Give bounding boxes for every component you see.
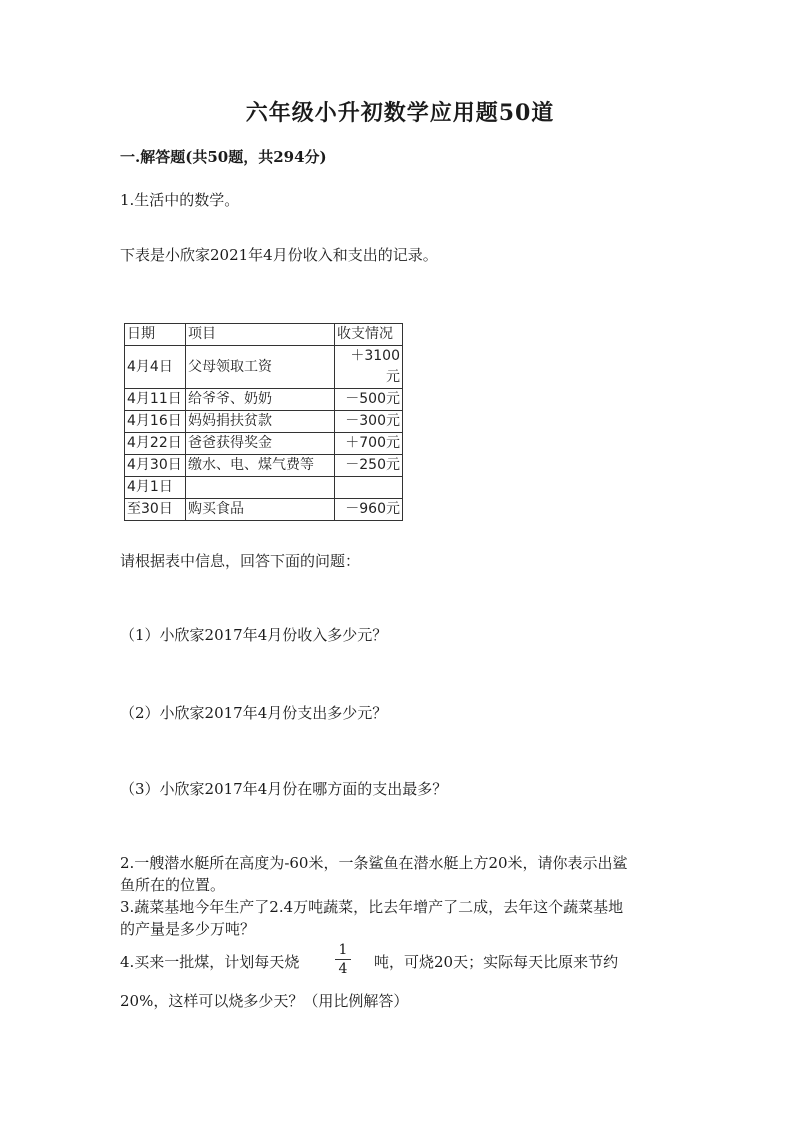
cell-item: 购买食品: [186, 499, 335, 521]
question-2-line-1: 2.一艘潜水艇所在高度为-60米，一条鲨鱼在潜水艇上方20米，请你表示出鲨: [120, 854, 628, 872]
page-title: 六年级小升初数学应用题50道: [245, 100, 555, 126]
cell-date: 4月22日: [125, 433, 186, 455]
fraction-denominator: 4: [338, 961, 348, 977]
question-3-line-1: 3.蔬菜基地今年生产了2.4万吨蔬菜，比去年增产了二成，去年这个蔬菜基地: [120, 898, 624, 916]
cell-item: 妈妈捐扶贫款: [186, 411, 335, 433]
table-row: [125, 433, 403, 455]
question-2-line-2: 鱼所在的位置。: [120, 876, 226, 894]
fraction-bar: [335, 959, 351, 960]
header-amount: 收支情况: [335, 324, 403, 346]
cell-item: 爸爸获得奖金: [186, 433, 335, 455]
table-row: [125, 346, 403, 389]
cell-amount: －250元: [335, 455, 403, 477]
subquestion-3: （3）小欣家2017年4月份在哪方面的支出最多？: [120, 780, 448, 798]
fraction-numerator: 1: [338, 942, 348, 958]
cell-date: 4月11日: [125, 389, 186, 411]
header-item: 项目: [186, 324, 335, 346]
cell-date: 4月1日: [125, 477, 186, 499]
question-1-intro: 下表是小欣家2021年4月份收入和支出的记录。: [120, 246, 438, 264]
subquestion-1: （1）小欣家2017年4月份收入多少元？: [120, 626, 388, 644]
cell-date: 至30日: [125, 499, 186, 521]
question-3-line-2: 的产量是多少万吨？: [120, 920, 256, 938]
cell-amount: －500元: [335, 389, 403, 411]
cell-item: 缴水、电、煤气费等: [186, 455, 335, 477]
table-row: [125, 455, 403, 477]
question-4-part-1: 4.买来一批煤，计划每天烧: [120, 953, 300, 971]
income-expense-table: [124, 323, 403, 521]
question-4-part-2: 吨，可烧20天；实际每天比原来节约: [374, 953, 619, 971]
cell-item: 给爷爷、奶奶: [186, 389, 335, 411]
subquestion-2: （2）小欣家2017年4月份支出多少元？: [120, 704, 388, 722]
cell-date: 4月30日: [125, 455, 186, 477]
table-row: [125, 411, 403, 433]
cell-item: [186, 477, 335, 499]
cell-amount: －300元: [335, 411, 403, 433]
fraction-one-quarter: [333, 942, 353, 977]
section-header: 一.解答题(共50题，共294分): [120, 148, 327, 166]
question-4-line-2: 20%，这样可以烧多少天？（用比例解答）: [120, 992, 409, 1010]
cell-amount: [335, 477, 403, 499]
cell-date: 4月16日: [125, 411, 186, 433]
cell-amount: ＋700元: [335, 433, 403, 455]
table-header-row: [125, 324, 403, 346]
table-row: [125, 389, 403, 411]
table-row: [125, 477, 403, 499]
question-1-heading: 1.生活中的数学。: [120, 191, 240, 209]
table-row: [125, 499, 403, 521]
cell-amount: －960元: [335, 499, 403, 521]
question-1-prompt: 请根据表中信息，回答下面的问题：: [120, 552, 361, 570]
cell-amount: ＋3100元: [335, 346, 403, 389]
cell-date: 4月4日: [125, 346, 186, 389]
cell-item: 父母领取工资: [186, 346, 335, 389]
header-date: 日期: [125, 324, 186, 346]
